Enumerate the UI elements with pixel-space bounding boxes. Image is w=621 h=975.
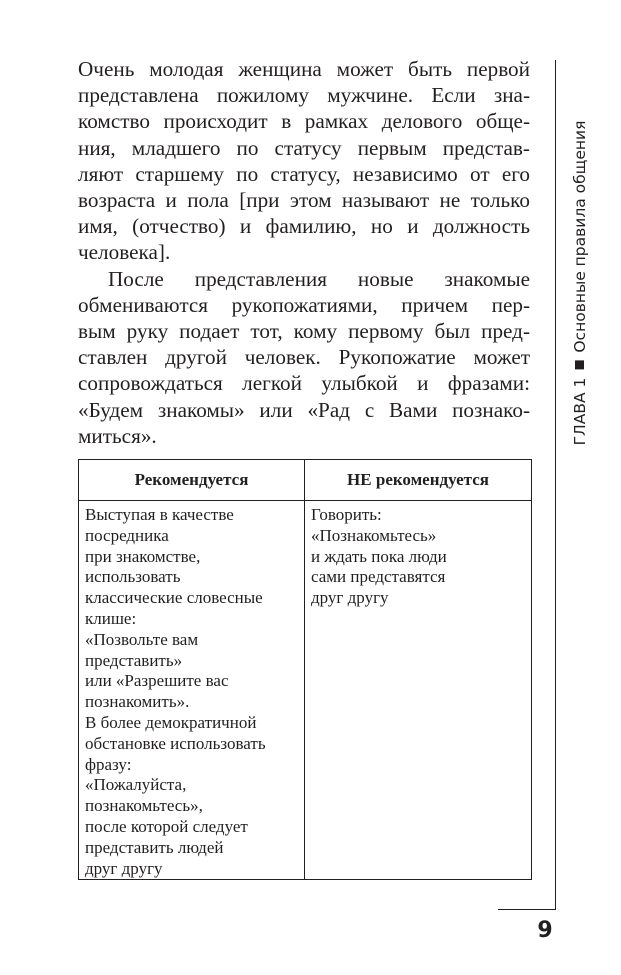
etiquette-table: [78, 459, 532, 880]
cell-line: или «Разрешите вас: [85, 671, 229, 691]
cell-line: представить»: [85, 650, 183, 670]
cell-line: представить людей: [85, 837, 224, 857]
cell-line: посредника: [85, 525, 169, 545]
text-line: ляют старшему по статусу, независимо от его: [78, 161, 530, 186]
cell-line: обстановке использовать: [85, 733, 266, 753]
text-line: представлена пожилому мужчине. Если зна-: [78, 83, 530, 108]
text-line: ния, младшего по статусу первым представ-: [78, 135, 530, 160]
cell-line: В более демократичной: [85, 712, 257, 732]
header-recommended: Рекомендуется: [79, 460, 305, 501]
cell-recommended: [79, 501, 305, 880]
text-line: обмениваются рукопожатиями, причем пер-: [78, 292, 530, 317]
cell-line: при знакомстве,: [85, 546, 201, 566]
text-line: После представления новые знакомые: [108, 266, 530, 291]
cell-line: друг другу: [311, 588, 389, 608]
cell-line: Говорить:: [311, 505, 382, 524]
table-header-row: [79, 460, 532, 501]
cell-line: познакомьтесь»,: [85, 796, 203, 816]
page-number: 9: [537, 918, 553, 943]
text-line: человека].: [78, 240, 171, 265]
cell-line: Выступая в качестве: [85, 505, 234, 524]
cell-line: сами представятся: [311, 567, 446, 587]
text-line: миться».: [78, 423, 157, 448]
cell-line: «Пожалуйста,: [85, 775, 187, 795]
paragraph-2: [78, 266, 530, 449]
folio-rule: [498, 909, 556, 910]
cell-line: классические словесные: [85, 588, 263, 608]
cell-line: и ждать пока люди: [311, 546, 447, 566]
paragraph-1: [78, 56, 530, 266]
cell-line: фразу:: [85, 754, 132, 774]
cell-line: «Познакомьтесь»: [311, 525, 437, 545]
running-head-title: Основные правила общения: [571, 120, 589, 353]
cell-line: после которой следует: [85, 816, 248, 836]
square-bullet-icon: [575, 361, 584, 370]
text-line: вым руку подает тот, кому первому был пред-: [78, 319, 530, 344]
cell-line: друг другу: [85, 858, 163, 878]
cell-line: клише:: [85, 608, 137, 628]
body-text: [78, 56, 530, 449]
text-line: возраста и пола [при этом называют не только: [78, 188, 530, 213]
running-head-chapter: ГЛАВА 1: [571, 377, 589, 446]
text-line: комство происходит в рамках делового обще-: [78, 109, 530, 134]
text-line: Очень молодая женщина может быть первой: [78, 57, 530, 81]
table-row: [79, 501, 532, 880]
text-line: сопровождаться легкой улыбкой и фразами:: [78, 371, 530, 396]
cell-line: «Позвольте вам: [85, 629, 199, 649]
cell-line: использовать: [85, 567, 181, 587]
header-not-recommended: НЕ рекомендуется: [305, 460, 532, 501]
text-line: «Будем знакомы» или «Рад с Вами познако-: [78, 397, 530, 422]
running-head: [571, 121, 589, 446]
cell-not-recommended: [305, 501, 532, 880]
text-line: имя, (отчество) и фамилию, но и должность: [78, 214, 530, 239]
margin-rule: [555, 60, 556, 910]
text-line: ставлен другой человек. Рукопожатие может: [78, 345, 530, 370]
cell-line: познакомить».: [85, 692, 190, 712]
